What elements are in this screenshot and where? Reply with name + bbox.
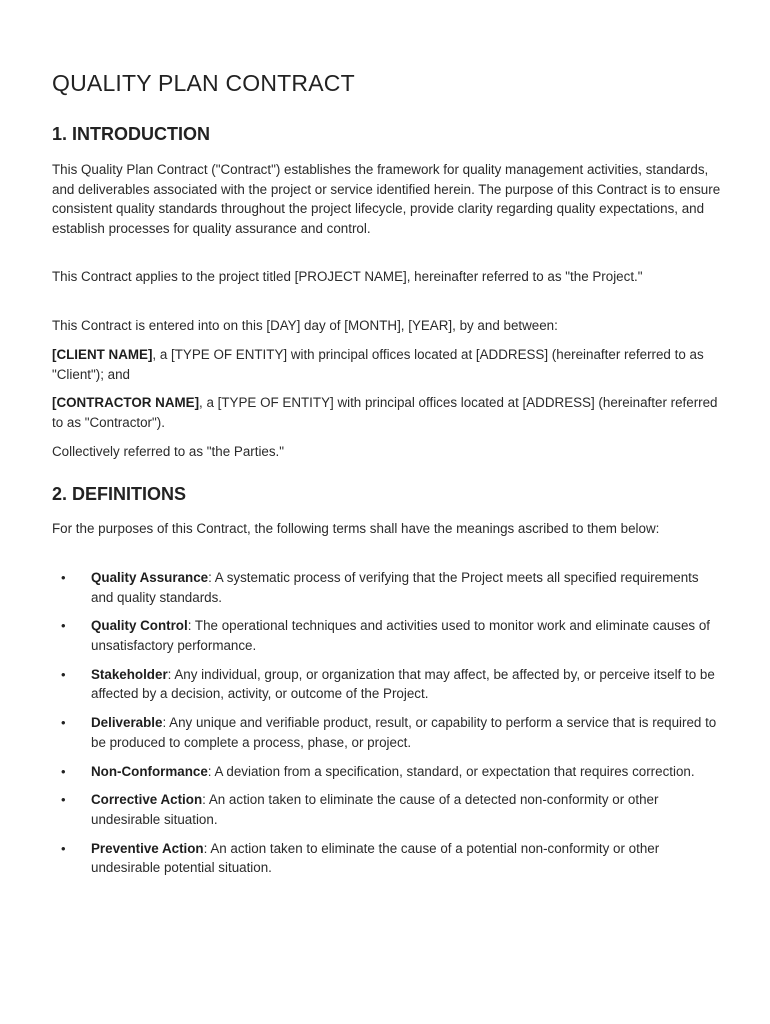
definition-term: Stakeholder (91, 666, 168, 682)
definition-item-non-conformance (52, 762, 722, 782)
definition-term: Deliverable (91, 715, 163, 731)
party-client-paragraph (52, 345, 722, 384)
bullet-icon: • (61, 840, 66, 856)
definition-text: : The operational techniques and activities used to monitor work and eliminate causes of unsatisfactory performance. (91, 618, 711, 653)
definition-text: : Any individual, group, or organization that may affect, be affected by, or perceive itself to be affected by a decision, activity, or outcome of the Project. (91, 666, 715, 702)
introduction-paragraph-purpose: This Quality Plan Contract ("Contract") establishes the framework for quality management activities, standards, and deliverables associated with the project or service identified herein. The purpose of this Contract is to ensure consistent quality standards throughout the project lifecycle, provide clarity regarding quality expectations, and establish processes for quality assurance and control. (52, 162, 721, 236)
definition-term: Quality Control (91, 618, 188, 634)
bullet-icon: • (61, 763, 66, 779)
definitions-intro-paragraph: For the purposes of this Contract, the following terms shall have the meanings ascribed to them below: (52, 521, 660, 536)
bullet-icon: • (61, 666, 66, 682)
parties-collective-paragraph: Collectively referred to as "the Parties." (52, 444, 285, 459)
definition-item-deliverable (52, 713, 722, 752)
bullet-icon: • (61, 715, 66, 731)
client-description: , a [TYPE OF ENTITY] with principal offices located at [ADDRESS] (hereinafter referred to as "Client"); and (52, 347, 704, 382)
definition-item-corrective-action (52, 790, 722, 829)
contractor-name: [CONTRACTOR NAME] (52, 395, 200, 410)
definition-term: Corrective Action (91, 792, 203, 808)
definition-text: : An action taken to eliminate the cause of a detected non-conformity or other undesirable situation. (91, 792, 659, 827)
definition-item-stakeholder (52, 665, 722, 704)
definition-text: : Any unique and verifiable product, result, or capability to perform a service that is required to be produced to complete a process, phase, or project. (91, 715, 717, 750)
bullet-icon: • (61, 618, 66, 634)
client-name: [CLIENT NAME] (52, 347, 153, 362)
definition-text: : A deviation from a specification, standard, or expectation that requires correction. (207, 763, 695, 779)
section-heading-definitions: 2. DEFINITIONS (52, 484, 187, 504)
definition-term: Quality Assurance (91, 570, 209, 585)
definition-term: Non-Conformance (91, 763, 208, 779)
definition-item-quality-control (52, 616, 722, 655)
introduction-paragraph-date: This Contract is entered into on this [DAY] day of [MONTH], [YEAR], by and between: (52, 318, 558, 333)
party-contractor-paragraph (52, 393, 722, 432)
bullet-icon: • (61, 570, 66, 585)
definition-item-quality-assurance (52, 568, 722, 607)
introduction-paragraph-project: This Contract applies to the project titled [PROJECT NAME], hereinafter referred to as "the Project." (52, 269, 643, 284)
document-title: QUALITY PLAN CONTRACT (52, 70, 355, 96)
definition-text: : A systematic process of verifying that the Project meets all specified requirements and quality standards. (91, 570, 699, 605)
definition-term: Preventive Action (91, 840, 204, 856)
section-heading-introduction: 1. INTRODUCTION (52, 124, 211, 144)
definition-text: : An action taken to eliminate the cause of a potential non-conformity or other undesirable potential situation. (91, 840, 660, 876)
contractor-description: , a [TYPE OF ENTITY] with principal offices located at [ADDRESS] (hereinafter referred to as "Contractor"). (52, 395, 718, 430)
bullet-icon: • (61, 792, 66, 808)
definitions-list (52, 568, 722, 887)
definition-item-preventive-action (52, 839, 722, 878)
